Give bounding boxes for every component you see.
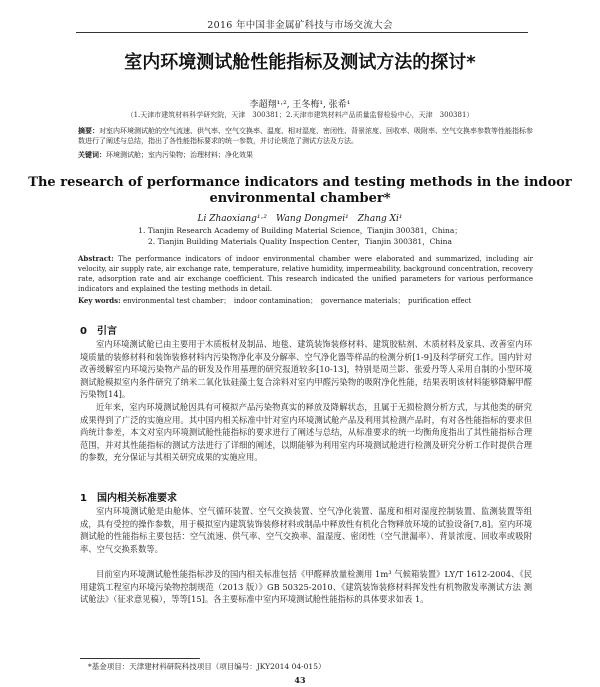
english-keywords-label: Key words:: [78, 296, 121, 305]
footnote-funding: *基金项目：天津建材科研院科技项目（项目编号：JKY2014 04-015）: [88, 662, 326, 671]
section-1-paragraph-1: 室内环境测试舱是由舱体、空气循环装置、空气交换装置、空气净化装置、温度和相对湿度控制装置、监测装置等组成，具有受控的操作参数，用于模拟室内建筑装饰装修材料或制品中释放性有机化合物释放环境的试验设备[7,8]。室内环境测试舱的性能指标主要包括：空气流速、供气率、空气交换率、温湿度、密闭性（空气泄漏率）、背景浓度、回收率或吸附率、空气交换系数等。: [80, 506, 532, 554]
english-authors: Li Zhaoxiang¹·² Wang Dongmei¹ Zhang Xi¹: [197, 214, 403, 224]
header-rule: [76, 32, 528, 33]
chinese-abstract-text: 对室内环境测试舱的空气流速、供气率、空气交换率、温度、相对湿度、密闭性、背景浓度、回收率、吸附率、空气交换率参数等性能指标参数进行了阐述与总结，指出了各性能指标要求的统一参数，并讨论规范了测试方法及方法。: [78, 127, 533, 145]
chinese-abstract-label: 摘要：: [78, 127, 99, 135]
english-abstract-text: The performance indicators of indoor environmental chamber were elaborated and summarized, including air velocity, air supply rate, air exchange rate, temperature, relative humidity, impermeability, background concentration, recovery rate, adsorption rate and air exchange coefficient. This research indicated the unified parameters for various performance indicators and explained the testing methods in detail.: [78, 255, 533, 293]
section-1-heading: 1 国内相关标准要求: [80, 493, 177, 504]
section-0-heading: 0 引言: [80, 326, 117, 337]
english-keywords: [78, 296, 533, 306]
english-title: [0, 175, 600, 207]
running-header: 2016 年中国非金属矿科技与市场交流大会: [207, 20, 393, 31]
english-title-line-1: The research of performance indicators and testing methods in the indoor: [28, 175, 572, 190]
chinese-keywords: [78, 150, 533, 160]
section-0-paragraph-1: 室内环境测试舱已由主要用于木质板材及制品、地毯、建筑装饰装修材料、建筑胶粘剂、木质材料及家具、改善室内环境质量的装修材料和装饰装修材料内污染物净化率及分解率、空气净化器等样品的检测分析[1-9]及科学研究工作。国内针对改善缓解室内环境污染物产品的研发及作用基理的研究报道较多[10-13]，特别是周兰影、张爱丹等人采用自制的小型环境测试舱模拟室内条件研究了纳米二氧化钛硅藻土复合涂料对室内甲醛污染物的吸附净化性能，结果表明该材料能够降解甲醛污染物[14]。: [80, 339, 532, 400]
footnote-rule: [80, 658, 200, 659]
english-abstract: [78, 254, 533, 294]
chinese-keywords-label: 关键词：: [78, 151, 106, 159]
section-0-paragraph-2: 近年来，室内环境测试舱因具有可模拟产品污染物真实的释放及降解状态，且属于无损检测分析方式，与其他类的研究成果得到了广泛的实施应用。其中国内相关标准中针对室内环境测试舱产品及利用其检测产品时，有对各性能指标的要求但尚统计参差，本文对室内环境测试舱性能指标的要求进行了阐述与总结，从标准要求的统一均衡角度指出了其性能指标合理范围，并对其性能指标的测试方法进行了详细的阐述，以期能够为利用室内环境测试舱进行检测及研究分析工作时提供合理的参数，充分保证与其相关研究成果的实施应用。: [80, 402, 532, 463]
section-1-paragraph-2: 目前室内环境测试舱性能指标涉及的国内相关标准包括《甲醛释放量检测用 1m³ 气候箱装置》LY/T 1612-2004、《民用建筑工程室内环境污染物控制规范（2013 版）》GB 50325-2010、《建筑装饰装修材料挥发性有机物散发率测试方法 测试舱法》（征求意见稿），等等[15]。各主要标准中室内环境测试舱性能指标的具体要求如表 1。: [80, 569, 532, 605]
chinese-affiliations: （1.天津市建筑材料科学研究院，天津 300381；2.天津市建筑材料产品质量监督检验中心，天津 300381）: [126, 111, 474, 119]
chinese-abstract: [78, 126, 533, 146]
english-affiliation-1: 1. Tianjin Research Academy of Building Material Science，Tianjin 300381，China；: [138, 226, 462, 235]
english-keywords-text: environmental test chamber； indoor contamination； governance materials； purification effect: [122, 297, 472, 305]
page-number: 43: [294, 675, 306, 685]
chinese-keywords-text: 环境测试舱；室内污染物；治理材料；净化效果: [106, 151, 253, 159]
english-abstract-label: Abstract:: [78, 254, 114, 263]
english-title-line-2: environmental chamber*: [209, 191, 391, 206]
chinese-authors: 李超翔¹·², 王冬梅¹, 张希¹: [249, 100, 351, 110]
chinese-title: 室内环境测试舱性能指标及测试方法的探讨*: [124, 52, 476, 73]
english-affiliation-2: 2. Tianjin Building Materials Quality Inspection Center，Tianjin 300381，China: [148, 237, 452, 246]
